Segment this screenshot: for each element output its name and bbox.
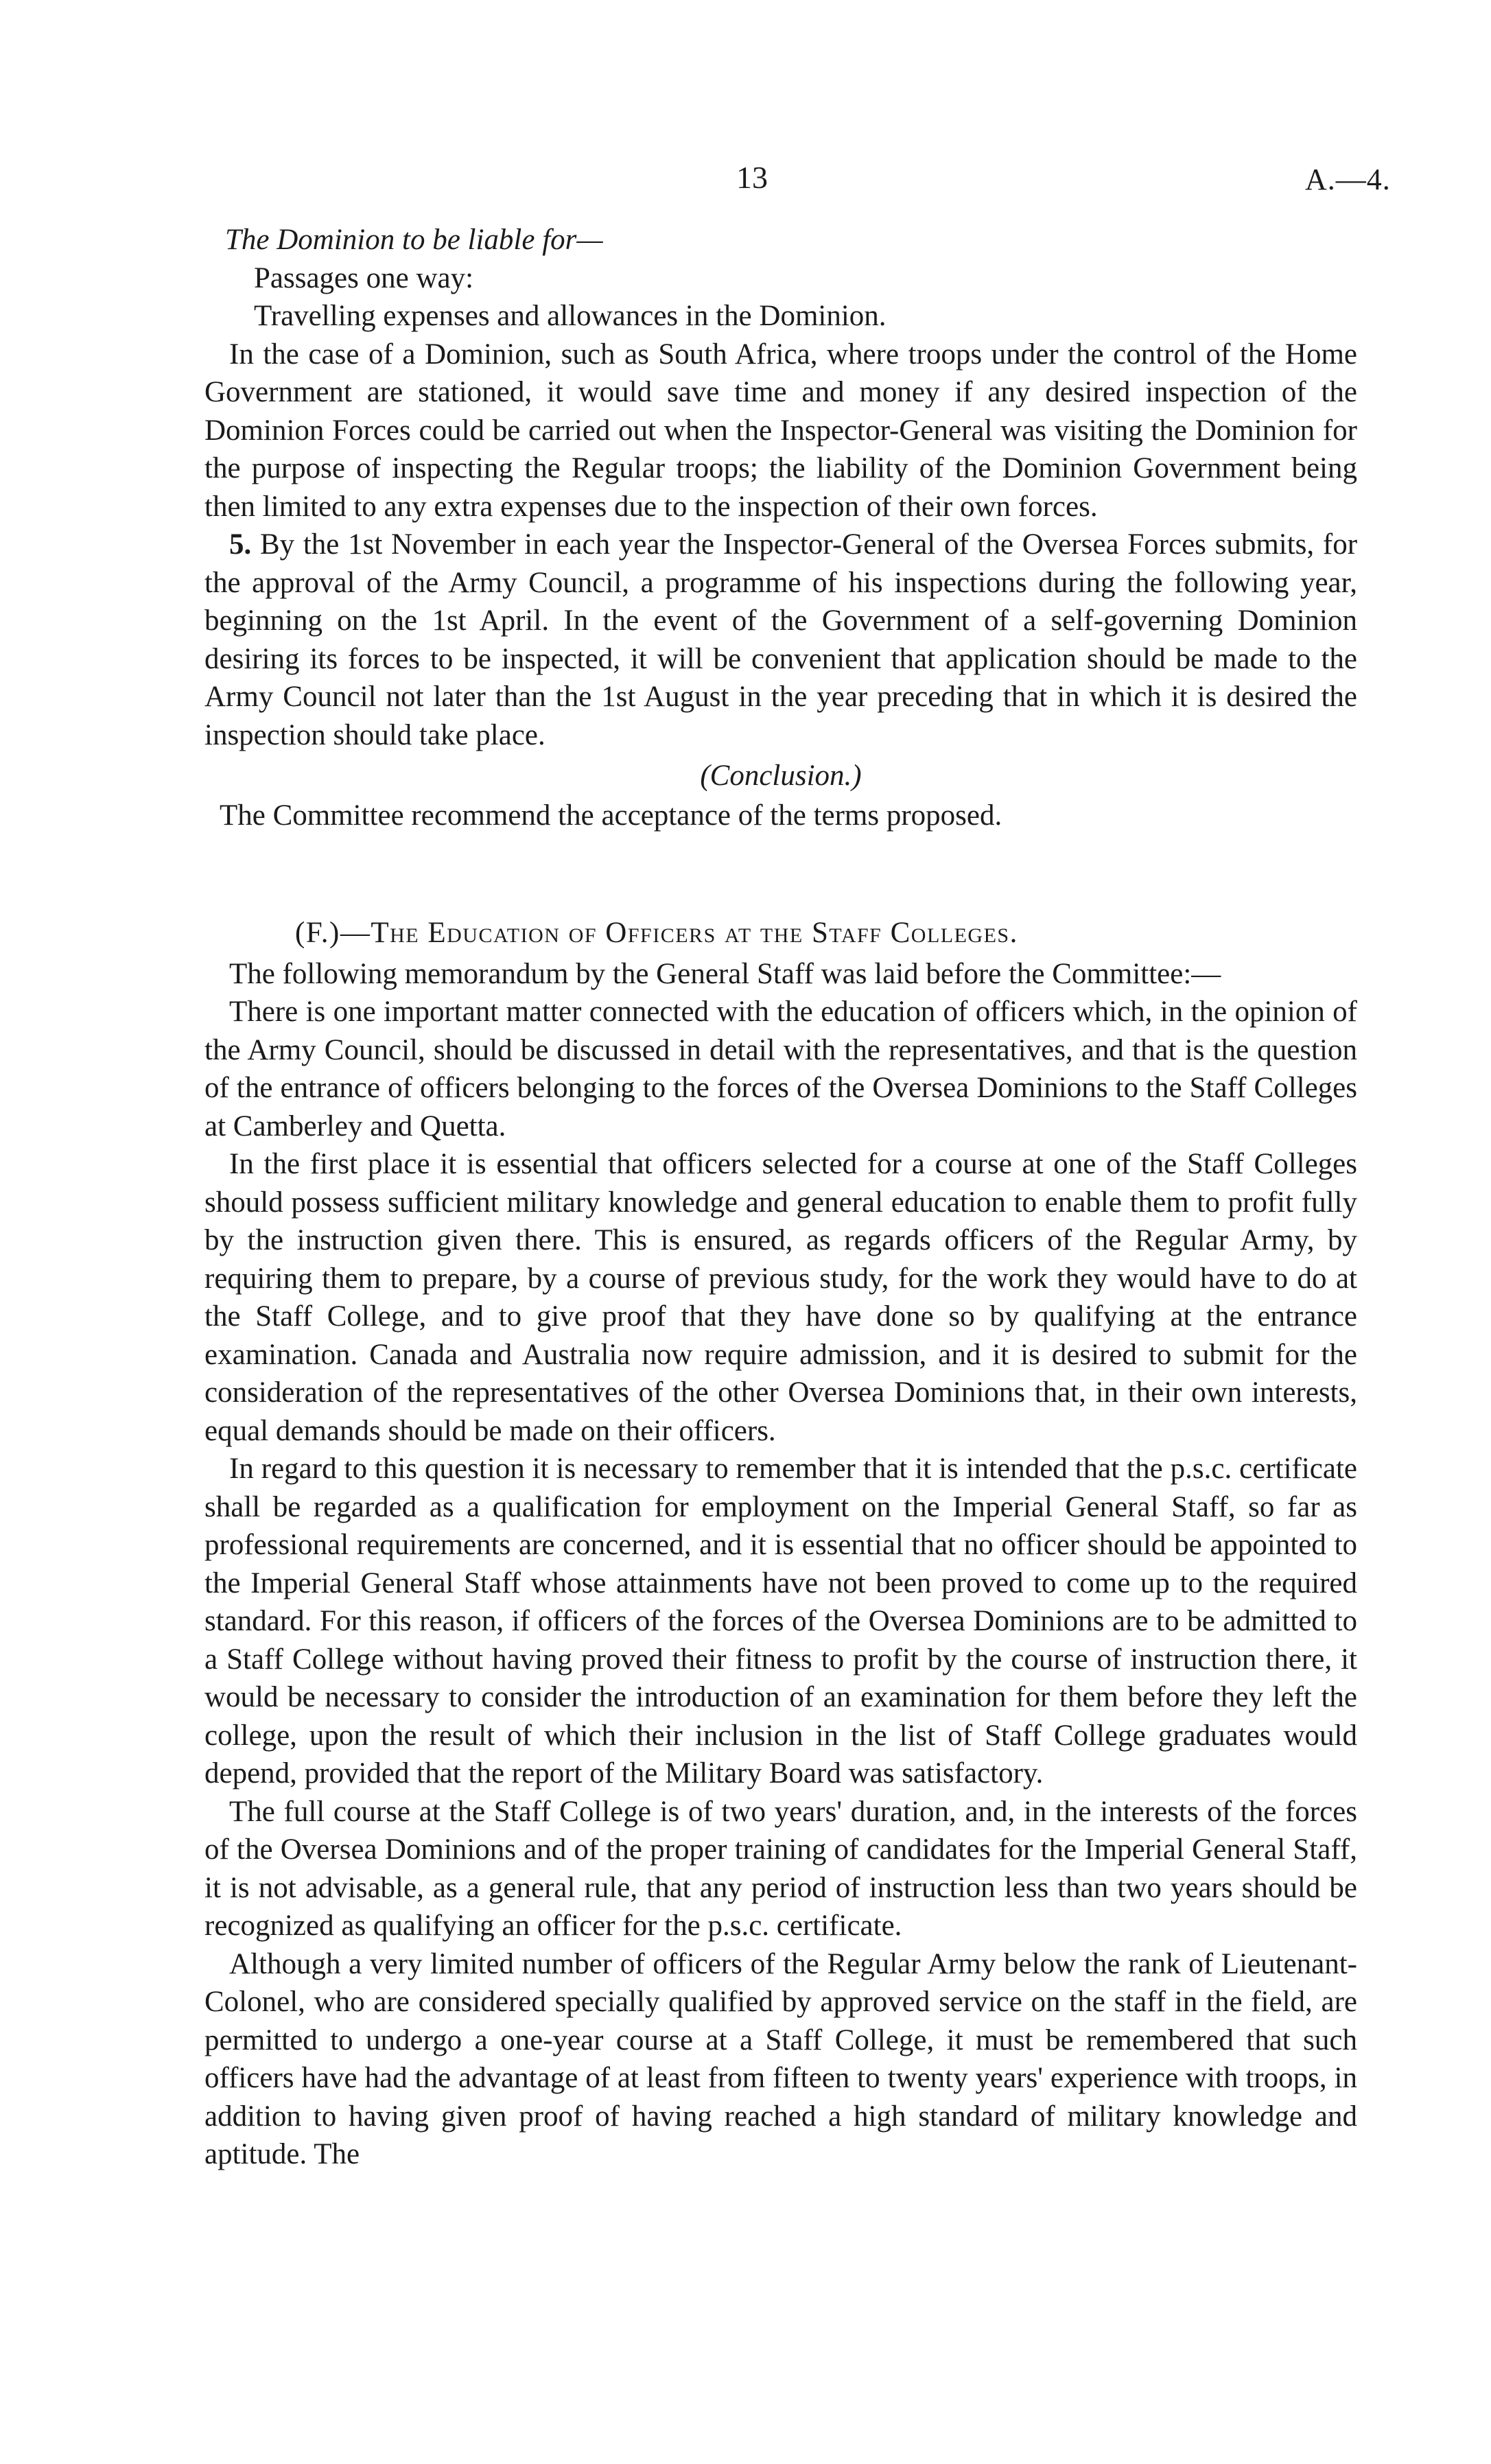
- liability-item: Passages one way:: [254, 261, 474, 294]
- memorandum-paragraph: In regard to this question it is necessary to remember that it is intended that the p.s.c. certificate shall be regarded as a qualification for employment on the Imperial General Staff, so far as professional requirements are concerned, and it is essential that no officer should be appointed to the Imperial General Staff whose attainments have not been proved to come up to the required standard. For this reason, if officers of the forces of the Oversea Dominions are to be admitted to a Staff College without having proved their fitness to profit by the course of instruction there, it would be necessary to consider the introduction of an examination for them before they left the college, upon the result of which their inclusion in the list of Staff College graduates would depend, provided that the report of the Military Board was satisfactory.: [204, 1453, 1357, 1790]
- conclusion-text: The Committee recommend the acceptance of the terms proposed.: [220, 799, 1002, 832]
- section-intro: The following memorandum by the General Staff was laid before the Committee:—: [229, 957, 1221, 990]
- section-heading: (F.)—The Education of Officers at the Staff Colleges.: [295, 917, 1018, 949]
- memorandum-paragraph: Although a very limited number of officers of the Regular Army below the rank of Lieutenant-Colonel, who are considered specially qualified by approved service on the staff in the field, are permitted to undergo a one-year course at a Staff College, it must be remembered that such officers have had the advantage of at least from fifteen to twenty years' experience with troops, in addition to having given proof of having reached a high standard of military knowledge and aptitude. The: [204, 1947, 1357, 2170]
- clause-number: 5.: [229, 528, 252, 561]
- memorandum-paragraph: The full course at the Staff College is of two years' duration, and, in the interests of the forces of the Oversea Dominions and of the proper training of candidates for the Imperial General Staff, it is not advisable, as a general rule, that any period of instruction less than two years should be recognized as qualifying an officer for the p.s.c. certificate.: [204, 1795, 1357, 1942]
- document-reference: A.—4.: [1305, 163, 1391, 196]
- clause-text: By the 1st November in each year the Inspector-General of the Oversea Forces submits, for the approval of the Army Council, a programme of his inspections during the following year, beginning on the 1st April. In the event of the Government of a self-governing Dominion desiring its forces to be inspected, it will be convenient that application should be made to the Army Council not later than the 1st August in the year preceding that in which it is desired the inspection should take place.: [204, 528, 1358, 751]
- document-body: [204, 221, 1357, 2174]
- conclusion-label: (Conclusion.): [700, 760, 862, 792]
- liability-heading: The Dominion to be liable for—: [225, 224, 603, 256]
- dominion-paragraph: In the case of a Dominion, such as South Africa, where troops under the control of the Home Government are stationed, it would save time and money if any desired inspection of the Dominion Forces could be carried out when the Inspector-General was visiting the Dominion for the purpose of inspecting the Regular troops; the liability of the Dominion Government being then limited to any extra expenses due to the inspection of their own forces.: [204, 338, 1357, 523]
- liability-item: Travelling expenses and allowances in the Dominion.: [254, 300, 887, 332]
- clause-5: [204, 526, 1357, 754]
- page-number: 13: [736, 160, 768, 195]
- memorandum-paragraph: There is one important matter connected with the education of officers which, in the opinion of the Army Council, should be discussed in detail with the representatives, and that is the question of the entrance of officers belonging to the forces of the Oversea Dominions to the Staff Colleges at Camberley and Quetta.: [204, 996, 1357, 1142]
- memorandum-paragraph: In the first place it is essential that officers selected for a course at one of the Staff Colleges should possess sufficient military knowledge and general education to enable them to profit fully by the instruction given there. This is ensured, as regards officers of the Regular Army, by requiring them to prepare, by a course of previous study, for the work they would have to do at the Staff College, and to give proof that they have done so by qualifying at the entrance examination. Canada and Australia now require admission, and it is desired to submit for the consideration of the representatives of the other Oversea Dominions that, in their own interests, equal demands should be made on their officers.: [204, 1148, 1357, 1447]
